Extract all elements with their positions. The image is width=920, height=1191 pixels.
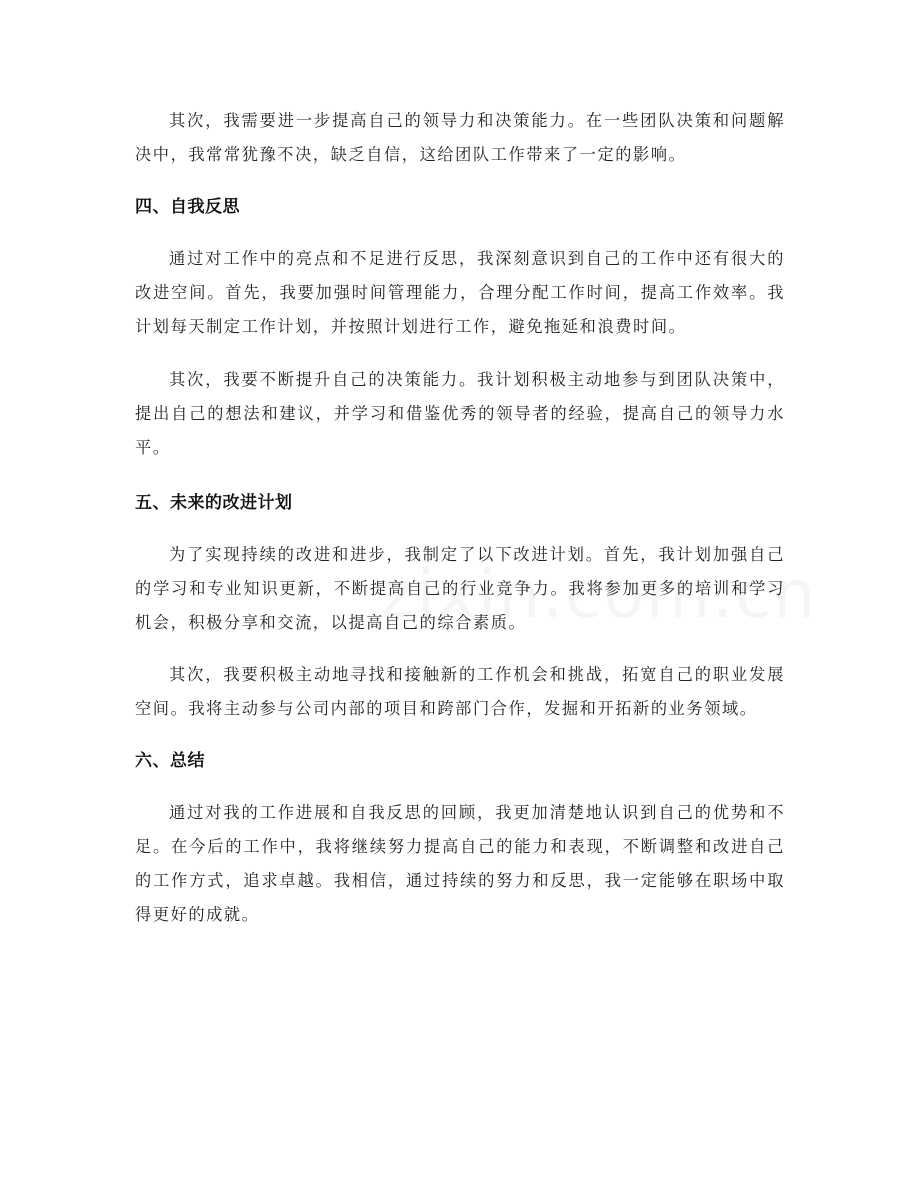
body-paragraph: 通过对工作中的亮点和不足进行反思，我深刻意识到自己的工作中还有很大的改进空间。首先，我要加强时间管理能力，合理分配工作时间，提高工作效率。我计划每天制定工作计划，并按照计划进行工作，避免拖延和浪费时间。 — [135, 249, 785, 336]
body-paragraph: 其次，我要不断提升自己的决策能力。我计划积极主动地参与到团队决策中，提出自己的想法和建议，并学习和借鉴优秀的领导者的经验，提高自己的领导力水平。 — [135, 370, 785, 457]
body-paragraph: 为了实现持续的改进和进步，我制定了以下改进计划。首先，我计划加强自己的学习和专业知识更新，不断提高自己的行业竞争力。我将参加更多的培训和学习机会，积极分享和交流，以提高自己的综合素质。 — [135, 545, 785, 632]
section-heading: 六、总结 — [135, 751, 205, 771]
body-paragraph: 其次，我要积极主动地寻找和接触新的工作机会和挑战，拓宽自己的职业发展空间。我将主动参与公司内部的项目和跨部门合作，发掘和开拓新的业务领域。 — [135, 665, 785, 718]
body-paragraph: 通过对我的工作进展和自我反思的回顾，我更加清楚地认识到自己的优势和不足。在今后的工作中，我将继续努力提高自己的能力和表现，不断调整和改进自己的工作方式，追求卓越。我相信，通过持续的努力和反思，我一定能够在职场中取得更好的成就。 — [135, 803, 785, 924]
section-heading: 四、自我反思 — [135, 197, 240, 217]
body-paragraph: 其次，我需要进一步提高自己的领导力和决策能力。在一些团队决策和问题解决中，我常常犹豫不决，缺乏自信，这给团队工作带来了一定的影响。 — [135, 111, 785, 164]
section-heading: 五、未来的改进计划 — [135, 493, 293, 513]
watermark — [380, 556, 817, 633]
